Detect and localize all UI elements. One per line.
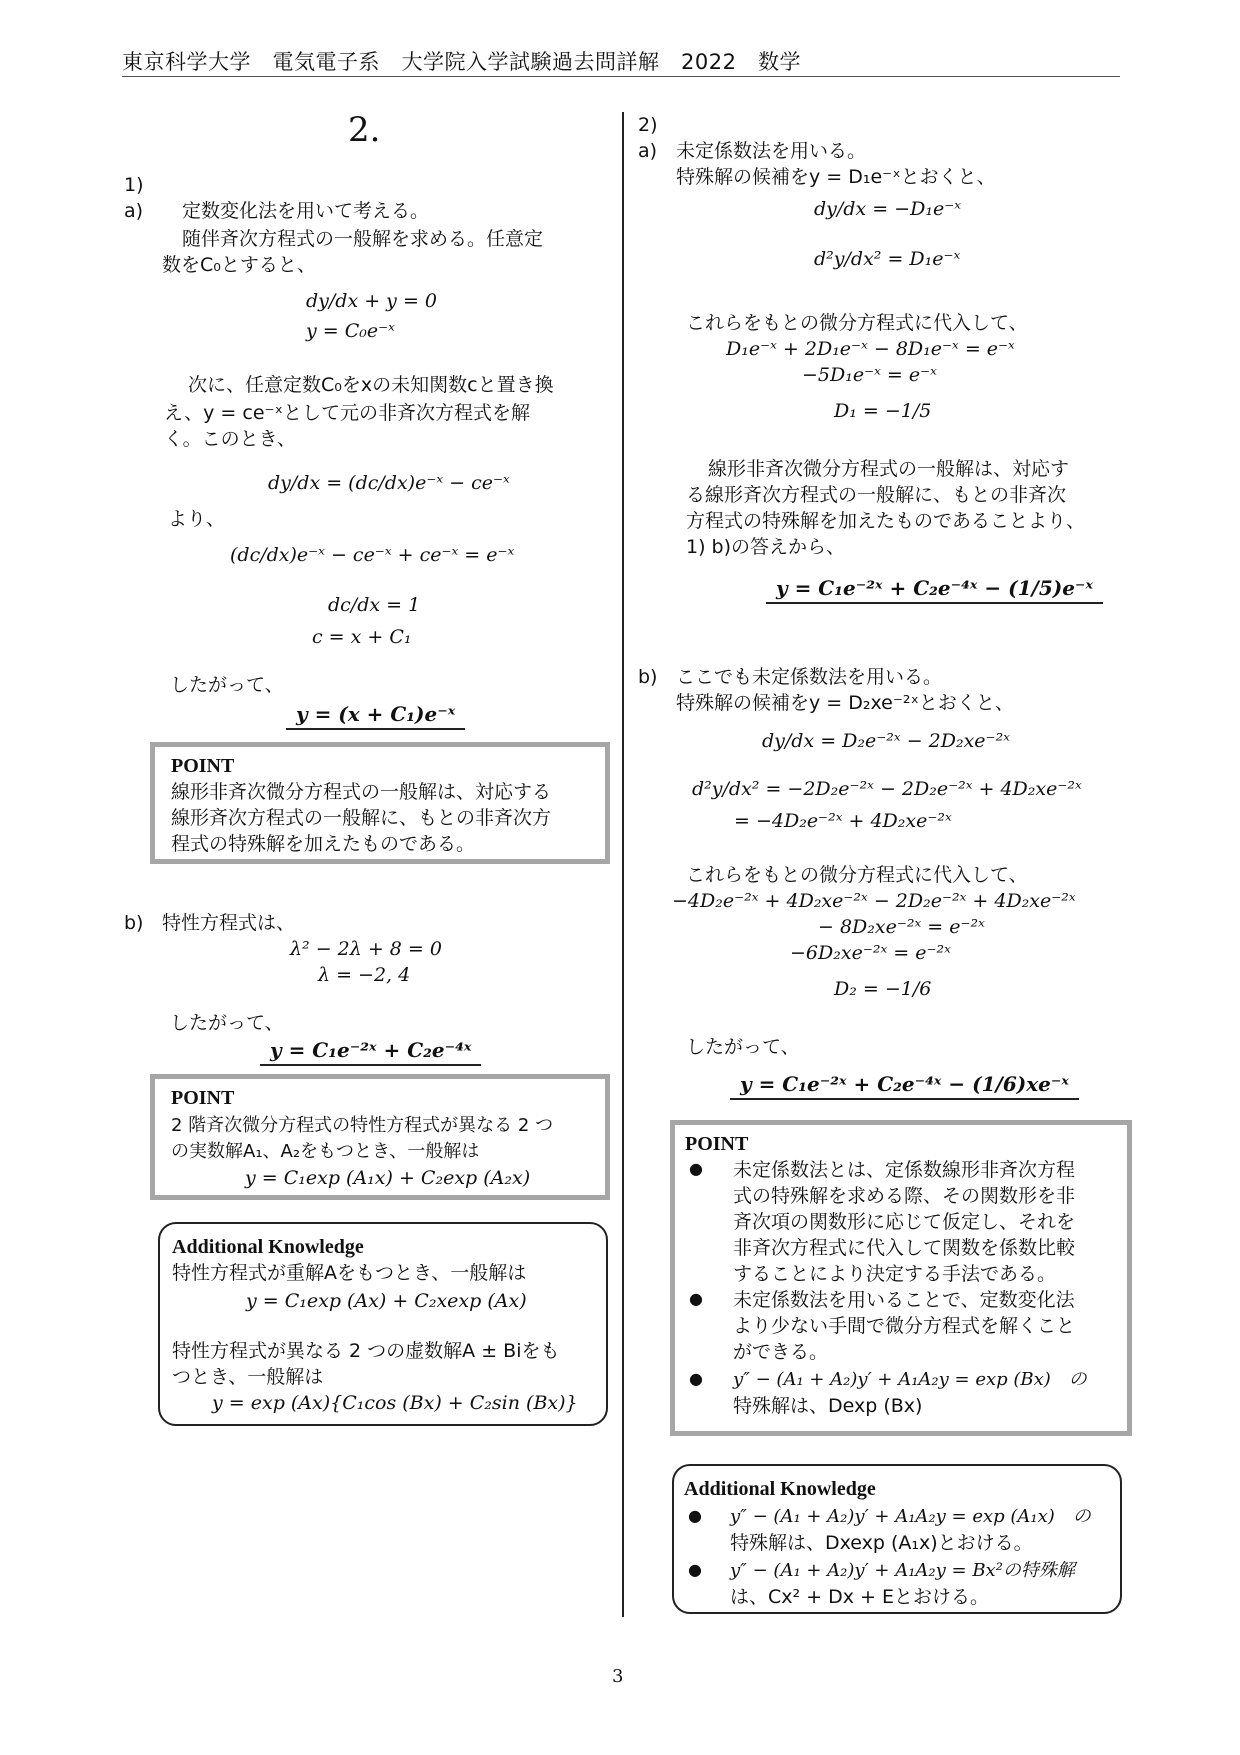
point-line: 式の特殊解を求める際、その関数形を非 <box>733 1185 1076 1207</box>
point-line: の実数解A₁、A₂をもつとき、一般解は <box>171 1141 480 1162</box>
point-line: 斉次項の関数形に応じて仮定し、それを <box>733 1211 1076 1233</box>
additional-box-1 <box>158 1222 608 1426</box>
point-line: ができる。 <box>733 1341 829 1363</box>
text-line: したがって、 <box>170 674 284 696</box>
additional-equation: y″ − (A₁ + A₂)y′ + A₁A₂y = Bx²の特殊解 <box>730 1560 1075 1581</box>
equation: −4D₂e⁻²ˣ + 4D₂xe⁻²ˣ − 2D₂e⁻²ˣ + 4D₂xe⁻²ˣ <box>672 890 1076 912</box>
text-line: 1) b)の答えから、 <box>686 536 846 558</box>
equation: d²y/dx² = D₁e⁻ˣ <box>814 248 961 270</box>
point-line: 特殊解は、Dexp (Bx) <box>733 1395 923 1417</box>
point-line: より少ない手間で微分方程式を解くこと <box>733 1315 1076 1337</box>
text-line: より、 <box>168 508 226 530</box>
additional-line: 特性方程式が重解Aをもつとき、一般解は <box>172 1262 527 1284</box>
text-line: 特殊解の候補をy = D₂xe⁻²ˣとおくと、 <box>676 692 1014 714</box>
text-line: したがって、 <box>170 1012 284 1034</box>
point-line: することにより決定する手法である。 <box>733 1263 1057 1285</box>
additional-title: Additional Knowledge <box>172 1236 364 1258</box>
text-line: これらをもとの微分方程式に代入して、 <box>686 864 1028 886</box>
point-line: 未定係数法とは、定係数線形非斉次方程 <box>733 1159 1076 1181</box>
point-equation: y = C₁exp (A₁x) + C₂exp (A₂x) <box>245 1167 531 1189</box>
equation: D₂ = −1/6 <box>834 978 932 1000</box>
equation: λ² − 2λ + 8 = 0 <box>290 938 442 960</box>
additional-equation: y = C₁exp (Ax) + C₂xexp (Ax) <box>246 1290 527 1312</box>
answer-text: y = C₁e⁻²ˣ + C₂e⁻⁴ˣ − (1/5)e⁻ˣ <box>766 576 1103 604</box>
equation: d²y/dx² = −2D₂e⁻²ˣ − 2D₂e⁻²ˣ + 4D₂xe⁻²ˣ <box>692 778 1082 800</box>
equation: −6D₂xe⁻²ˣ = e⁻²ˣ <box>790 942 951 964</box>
point-box-2 <box>150 1074 610 1200</box>
equation: y = C₀e⁻ˣ <box>306 320 395 342</box>
text-line: ここでも未定係数法を用いる。 <box>676 666 943 688</box>
header-divider <box>122 76 1120 77</box>
additional-equation: y = exp (Ax){C₁cos (Bx) + C₂sin (Bx)} <box>212 1392 578 1414</box>
additional-title: Additional Knowledge <box>684 1478 876 1500</box>
text-line: え、y = ce⁻ˣとして元の非斉次方程式を解 <box>164 402 530 424</box>
point-line: 未定係数法を用いることで、定数変化法 <box>733 1289 1075 1311</box>
additional-line: つとき、一般解は <box>172 1366 324 1388</box>
text-line: 数をC₀とすると、 <box>162 254 316 276</box>
point-equation: y″ − (A₁ + A₂)y′ + A₁A₂y = exp (Bx) の <box>733 1369 1087 1390</box>
equation: D₁e⁻ˣ + 2D₁e⁻ˣ − 8D₁e⁻ˣ = e⁻ˣ <box>726 338 1015 360</box>
answer-text: y = C₁e⁻²ˣ + C₂e⁻⁴ˣ <box>260 1038 481 1066</box>
equation: dy/dx = −D₁e⁻ˣ <box>814 198 961 220</box>
point-line: 非斉次方程式に代入して関数を係数比較 <box>733 1237 1076 1259</box>
text-line: 特殊解の候補をy = D₁e⁻ˣとおくと、 <box>676 166 996 188</box>
page-header: 東京科学大学 電気電子系 大学院入学試験過去問詳解 2022 数学 <box>122 50 801 74</box>
equation: dy/dx = D₂e⁻²ˣ − 2D₂xe⁻²ˣ <box>762 730 1010 752</box>
column-divider <box>622 112 624 1617</box>
equation: dy/dx = (dc/dx)e⁻ˣ − ce⁻ˣ <box>268 472 510 494</box>
point-line: 線形非斉次微分方程式の一般解は、対応する <box>171 781 552 803</box>
equation: = −4D₂e⁻²ˣ + 4D₂xe⁻²ˣ <box>734 810 952 832</box>
answer-2a <box>766 574 1103 602</box>
answer-1a <box>286 700 465 728</box>
additional-equation: y″ − (A₁ + A₂)y′ + A₁A₂y = exp (A₁x) の <box>730 1506 1091 1527</box>
text-line: 未定係数法を用いる。 <box>676 140 867 162</box>
bullet-icon: ● <box>689 1289 703 1308</box>
answer-text: y = (x + C₁)e⁻ˣ <box>286 702 465 730</box>
point-line: 線形斉次方程式の一般解に、もとの非斉次方 <box>171 807 552 829</box>
equation: D₁ = −1/5 <box>834 400 932 422</box>
text-line: 随伴斉次方程式の一般解を求める。任意定 <box>182 228 544 250</box>
bullet-icon: ● <box>688 1506 702 1525</box>
part-1b-label: b) <box>124 912 144 934</box>
equation: λ = −2, 4 <box>318 964 411 986</box>
point-box-1 <box>150 742 610 864</box>
equation: (dc/dx)e⁻ˣ − ce⁻ˣ + ce⁻ˣ = e⁻ˣ <box>230 544 515 566</box>
text-line: 定数変化法を用いて考える。 <box>182 200 430 222</box>
bullet-icon: ● <box>689 1159 703 1178</box>
text-line: したがって、 <box>686 1036 800 1058</box>
additional-line: は、Cx² + Dx + Eとおける。 <box>730 1586 990 1608</box>
bullet-icon: ● <box>689 1369 703 1388</box>
additional-line: 特殊解は、Dxexp (A₁x)とおける。 <box>730 1532 1033 1554</box>
point-line: 2 階斉次微分方程式の特性方程式が異なる 2 つ <box>171 1115 554 1136</box>
equation: dy/dx + y = 0 <box>306 290 437 312</box>
point-title: POINT <box>685 1133 749 1155</box>
text-line: 次に、任意定数C₀をxの未知関数cと置き換 <box>188 374 554 396</box>
part-1a-label: a) <box>124 200 144 222</box>
text-line: 方程式の特殊解を加えたものであることより、 <box>686 510 1086 532</box>
text-line: 線形非斉次微分方程式の一般解は、対応す <box>708 458 1070 480</box>
point-title: POINT <box>171 755 235 777</box>
equation: −5D₁e⁻ˣ = e⁻ˣ <box>802 364 937 386</box>
answer-1b <box>260 1036 481 1064</box>
part-2a-label: a) <box>638 140 658 162</box>
equation: dc/dx = 1 <box>328 594 421 616</box>
text-line: 特性方程式は、 <box>162 912 296 934</box>
point-line: 程式の特殊解を加えたものである。 <box>171 833 476 855</box>
part-1-label: 1) <box>124 174 144 196</box>
answer-2b <box>730 1070 1079 1098</box>
text-line: これらをもとの微分方程式に代入して、 <box>686 312 1028 334</box>
bullet-icon: ● <box>688 1560 702 1579</box>
additional-line: 特性方程式が異なる 2 つの虚数解A ± Biをも <box>172 1340 560 1362</box>
additional-box-2 <box>672 1464 1122 1614</box>
point-box-3 <box>670 1120 1132 1436</box>
point-title: POINT <box>171 1087 235 1109</box>
section-title: 2. <box>348 110 381 150</box>
equation: c = x + C₁ <box>312 626 412 648</box>
answer-text: y = C₁e⁻²ˣ + C₂e⁻⁴ˣ − (1/6)xe⁻ˣ <box>730 1072 1079 1100</box>
text-line: く。このとき、 <box>164 428 296 450</box>
part-2b-label: b) <box>638 666 658 688</box>
text-line: る線形斉次方程式の一般解に、もとの非斉次 <box>686 484 1067 506</box>
page-number: 3 <box>612 1666 624 1687</box>
equation: − 8D₂xe⁻²ˣ = e⁻²ˣ <box>818 916 985 938</box>
part-2-label: 2) <box>638 114 658 136</box>
